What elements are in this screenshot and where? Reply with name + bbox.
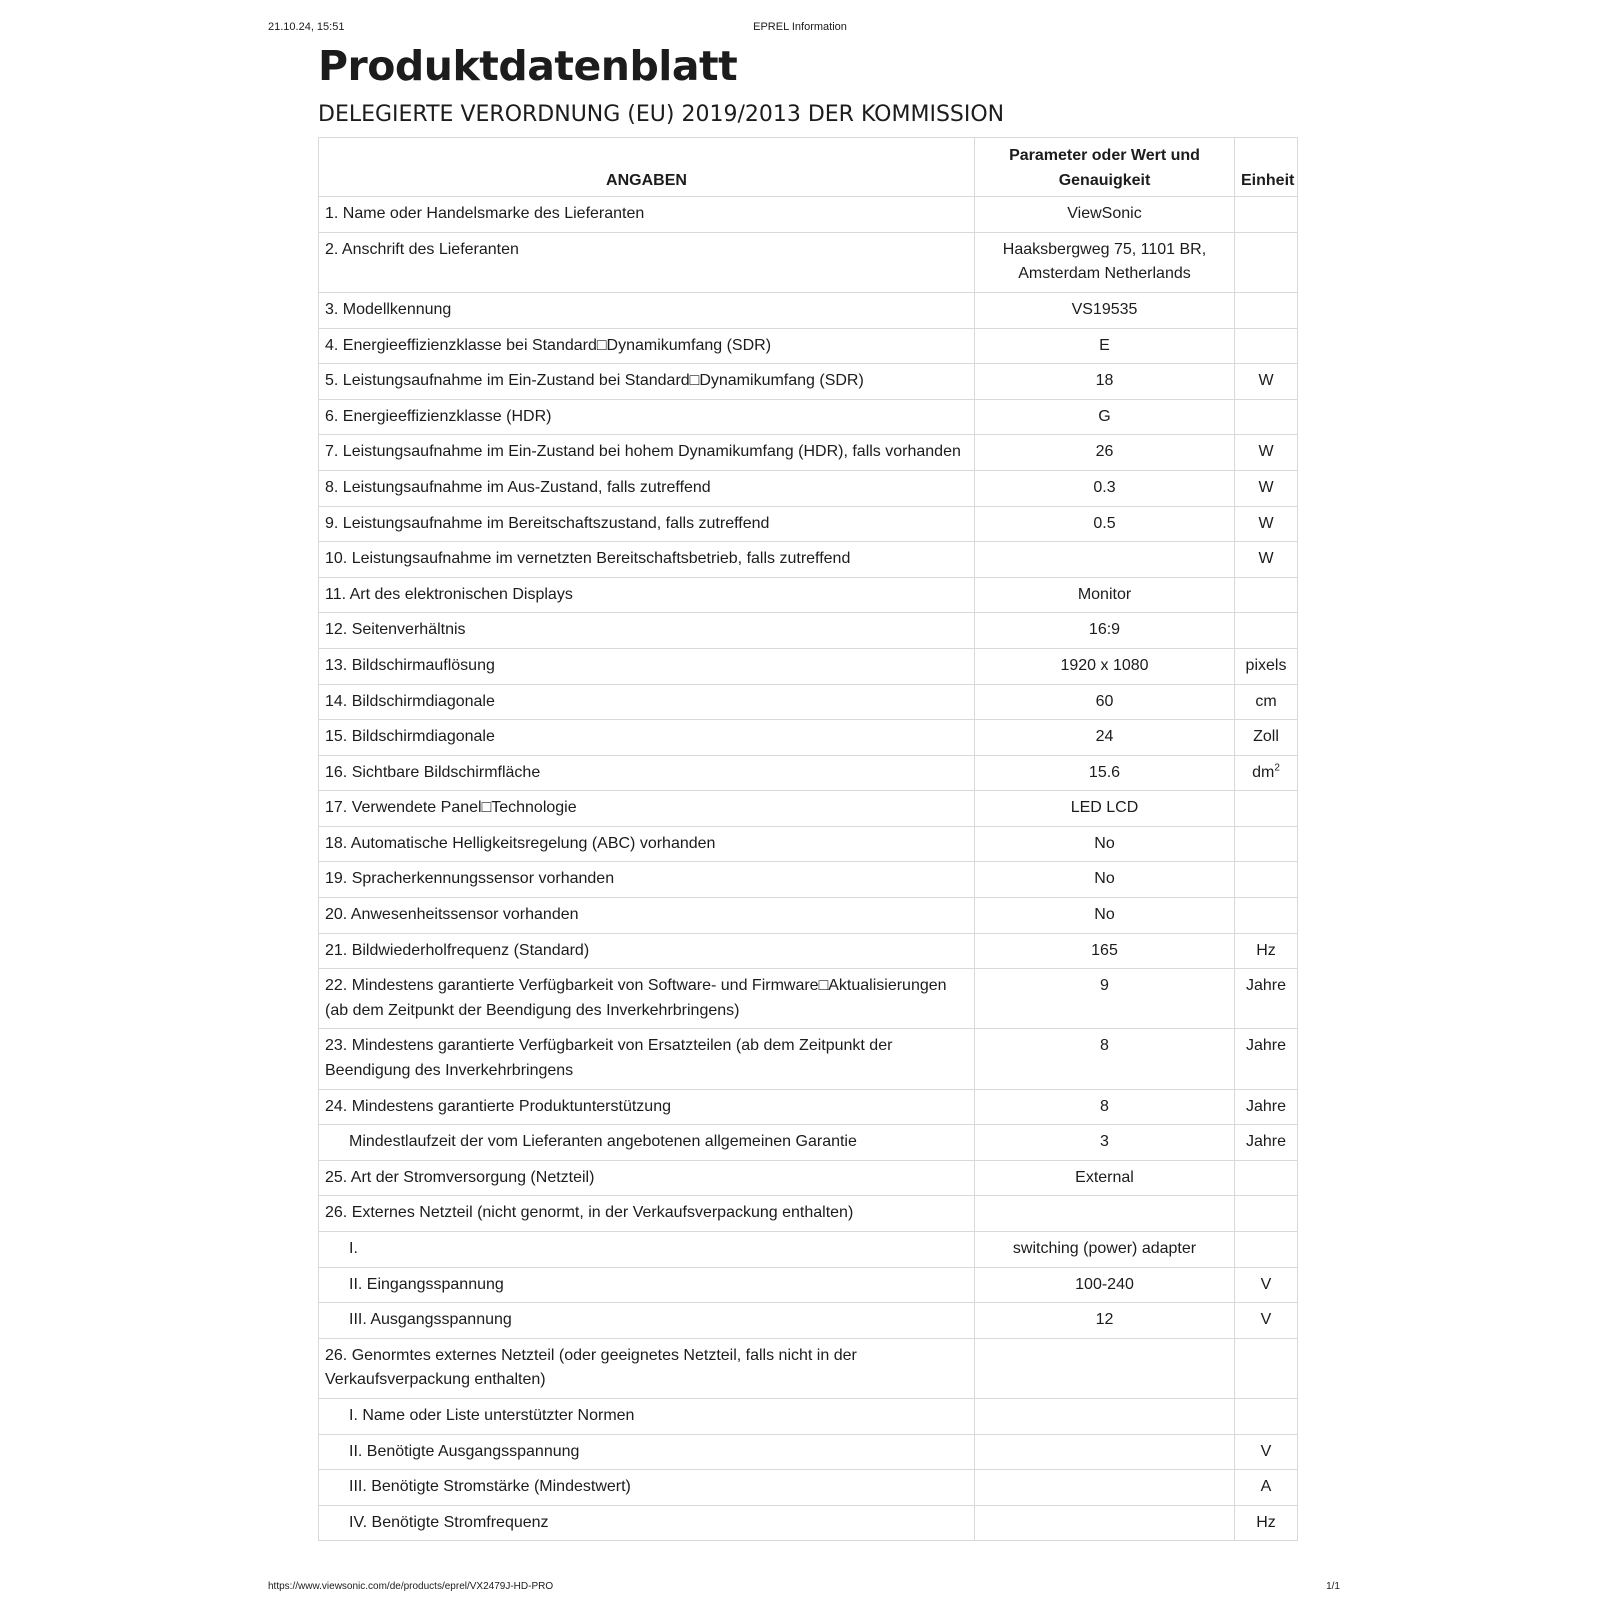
row-value: E	[975, 328, 1235, 364]
row-unit-text: Hz	[1256, 941, 1276, 959]
row-value: No	[975, 898, 1235, 934]
table-row	[319, 648, 1298, 684]
header-parameter-line1: Parameter oder Wert und	[1009, 147, 1200, 164]
table-row	[319, 684, 1298, 720]
document-title: Produktdatenblatt	[318, 42, 738, 90]
table-row	[319, 1125, 1298, 1161]
row-unit	[1235, 542, 1298, 578]
row-unit	[1235, 1196, 1298, 1232]
row-unit	[1235, 232, 1298, 292]
row-label: II. Eingangsspannung	[319, 1267, 975, 1303]
row-unit	[1235, 648, 1298, 684]
table-row	[319, 862, 1298, 898]
row-unit	[1235, 1398, 1298, 1434]
row-unit	[1235, 1505, 1298, 1541]
row-label: 9. Leistungsaufnahme im Bereitschaftszustand, falls zutreffend	[319, 506, 975, 542]
row-unit	[1235, 1232, 1298, 1268]
table-row	[319, 1338, 1298, 1398]
row-value: Monitor	[975, 577, 1235, 613]
table-row	[319, 1434, 1298, 1470]
row-value: 0.5	[975, 506, 1235, 542]
row-unit-text: A	[1260, 1478, 1272, 1496]
row-unit	[1235, 399, 1298, 435]
row-unit-superscript: 2	[1274, 762, 1280, 774]
row-label: 4. Energieeffizienzklasse bei Standard□Dynamikumfang (SDR)	[319, 328, 975, 364]
table-row	[319, 1232, 1298, 1268]
table-row	[319, 364, 1298, 400]
row-unit	[1235, 197, 1298, 233]
row-label: 26. Externes Netzteil (nicht genormt, in der Verkaufsverpackung enthalten)	[319, 1196, 975, 1232]
table-row	[319, 1505, 1298, 1541]
row-unit-text: V	[1260, 1311, 1272, 1329]
header-angaben: ANGABEN	[319, 138, 975, 197]
row-label: 24. Mindestens garantierte Produktunterstützung	[319, 1089, 975, 1125]
row-label: I.	[319, 1232, 975, 1268]
row-unit-text: Jahre	[1245, 1037, 1287, 1055]
row-value	[975, 1338, 1235, 1398]
row-unit-text: Jahre	[1245, 1133, 1287, 1151]
row-value: switching (power) adapter	[975, 1232, 1235, 1268]
row-unit	[1235, 684, 1298, 720]
table-row	[319, 898, 1298, 934]
print-datetime: 21.10.24, 15:51	[268, 21, 345, 33]
row-value: 165	[975, 933, 1235, 969]
document-content	[318, 38, 1300, 1541]
row-label: Mindestlaufzeit der vom Lieferanten angebotenen allgemeinen Garantie	[319, 1125, 975, 1161]
row-label: III. Benötigte Stromstärke (Mindestwert)	[319, 1470, 975, 1506]
row-label: 22. Mindestens garantierte Verfügbarkeit von Software- und Firmware□Aktualisierungen (ab dem Zeitpunkt der Beendigung des Inverkehrbringens)	[319, 969, 975, 1029]
table-row	[319, 1160, 1298, 1196]
row-label: III. Ausgangsspannung	[319, 1303, 975, 1339]
row-unit	[1235, 1267, 1298, 1303]
row-label: 2. Anschrift des Lieferanten	[319, 232, 975, 292]
row-unit-text: pixels	[1245, 656, 1287, 674]
row-value: 15.6	[975, 755, 1235, 791]
row-label: 26. Genormtes externes Netzteil (oder geeignetes Netzteil, falls nicht in der Verkaufsverpackung enthalten)	[319, 1338, 975, 1398]
row-unit	[1235, 933, 1298, 969]
print-url: https://www.viewsonic.com/de/products/eprel/VX2479J-HD-PRO	[268, 1581, 554, 1592]
table-row	[319, 197, 1298, 233]
table-row	[319, 1196, 1298, 1232]
row-unit	[1235, 506, 1298, 542]
row-unit	[1235, 1303, 1298, 1339]
row-unit	[1235, 577, 1298, 613]
row-label: II. Benötigte Ausgangsspannung	[319, 1434, 975, 1470]
row-label: 14. Bildschirmdiagonale	[319, 684, 975, 720]
row-unit	[1235, 435, 1298, 471]
row-value	[975, 1434, 1235, 1470]
table-row	[319, 232, 1298, 292]
row-label: 8. Leistungsaufnahme im Aus-Zustand, falls zutreffend	[319, 470, 975, 506]
row-label: 17. Verwendete Panel□Technologie	[319, 791, 975, 827]
row-unit-text: Jahre	[1245, 977, 1287, 995]
table-row	[319, 292, 1298, 328]
table-row	[319, 1398, 1298, 1434]
row-unit	[1235, 791, 1298, 827]
row-value: 8	[975, 1029, 1235, 1089]
row-unit	[1235, 470, 1298, 506]
row-label: 6. Energieeffizienzklasse (HDR)	[319, 399, 975, 435]
row-value: 26	[975, 435, 1235, 471]
print-page-title: EPREL Information	[753, 21, 847, 33]
row-label: 18. Automatische Helligkeitsregelung (ABC) vorhanden	[319, 826, 975, 862]
row-unit	[1235, 720, 1298, 756]
row-unit-text: cm	[1255, 692, 1277, 710]
row-value	[975, 1196, 1235, 1232]
row-label: 15. Bildschirmdiagonale	[319, 720, 975, 756]
row-value: 100-240	[975, 1267, 1235, 1303]
row-value: 8	[975, 1089, 1235, 1125]
row-unit	[1235, 292, 1298, 328]
row-unit-text: W	[1258, 443, 1274, 461]
row-unit-text: Hz	[1256, 1513, 1276, 1531]
table-row	[319, 933, 1298, 969]
table-row	[319, 613, 1298, 649]
print-page-number: 1/1	[1326, 1581, 1340, 1592]
row-value: 24	[975, 720, 1235, 756]
table-row	[319, 435, 1298, 471]
table-row	[319, 328, 1298, 364]
product-data-table	[318, 137, 1298, 1541]
row-unit	[1235, 364, 1298, 400]
row-unit	[1235, 1160, 1298, 1196]
row-value	[975, 1398, 1235, 1434]
row-value: 9	[975, 969, 1235, 1029]
row-unit	[1235, 1434, 1298, 1470]
row-value: External	[975, 1160, 1235, 1196]
row-label: 1. Name oder Handelsmarke des Lieferanten	[319, 197, 975, 233]
row-value: 0.3	[975, 470, 1235, 506]
row-value: No	[975, 862, 1235, 898]
table-header-row	[319, 138, 1298, 197]
row-label: 10. Leistungsaufnahme im vernetzten Bereitschaftsbetrieb, falls zutreffend	[319, 542, 975, 578]
row-unit	[1235, 898, 1298, 934]
row-value: 3	[975, 1125, 1235, 1161]
table-row	[319, 1267, 1298, 1303]
row-unit-text: W	[1258, 372, 1274, 390]
table-row	[319, 577, 1298, 613]
row-unit	[1235, 1470, 1298, 1506]
table-row	[319, 720, 1298, 756]
table-row	[319, 542, 1298, 578]
row-unit	[1235, 862, 1298, 898]
row-value	[975, 1470, 1235, 1506]
row-label: 7. Leistungsaufnahme im Ein-Zustand bei hohem Dynamikumfang (HDR), falls vorhanden	[319, 435, 975, 471]
row-value: 1920 x 1080	[975, 648, 1235, 684]
table-body	[319, 197, 1298, 1541]
table-row	[319, 1303, 1298, 1339]
row-label: 12. Seitenverhältnis	[319, 613, 975, 649]
row-value: 18	[975, 364, 1235, 400]
row-unit-text: W	[1258, 514, 1274, 532]
row-unit	[1235, 1338, 1298, 1398]
row-value	[975, 542, 1235, 578]
row-label: 20. Anwesenheitssensor vorhanden	[319, 898, 975, 934]
row-label: 11. Art des elektronischen Displays	[319, 577, 975, 613]
header-parameter	[975, 138, 1235, 197]
row-unit	[1235, 613, 1298, 649]
row-unit	[1235, 969, 1298, 1029]
row-label: 16. Sichtbare Bildschirmfläche	[319, 755, 975, 791]
row-value: 12	[975, 1303, 1235, 1339]
table-row	[319, 399, 1298, 435]
header-parameter-line2: Genauigkeit	[1058, 171, 1151, 189]
header-einheit: Einheit	[1235, 138, 1298, 197]
row-value: No	[975, 826, 1235, 862]
row-label: 21. Bildwiederholfrequenz (Standard)	[319, 933, 975, 969]
row-label: 3. Modellkennung	[319, 292, 975, 328]
row-unit	[1235, 1089, 1298, 1125]
table-row	[319, 969, 1298, 1029]
table-row	[319, 791, 1298, 827]
row-unit-text: V	[1260, 1275, 1272, 1293]
table-row	[319, 470, 1298, 506]
row-value: 60	[975, 684, 1235, 720]
row-label: IV. Benötigte Stromfrequenz	[319, 1505, 975, 1541]
table-row	[319, 1089, 1298, 1125]
row-value: LED LCD	[975, 791, 1235, 827]
document-subtitle: DELEGIERTE VERORDNUNG (EU) 2019/2013 DER KOMMISSION	[318, 102, 1005, 127]
table-row	[319, 1029, 1298, 1089]
table-row	[319, 826, 1298, 862]
row-unit-text: V	[1260, 1442, 1272, 1460]
row-label: 19. Spracherkennungssensor vorhanden	[319, 862, 975, 898]
row-unit-text: W	[1258, 478, 1274, 496]
row-unit	[1235, 755, 1298, 791]
row-unit-text: dm	[1252, 763, 1275, 781]
row-value: 16:9	[975, 613, 1235, 649]
row-unit-text: W	[1258, 550, 1274, 568]
row-label: 5. Leistungsaufnahme im Ein-Zustand bei Standard□Dynamikumfang (SDR)	[319, 364, 975, 400]
row-unit-text: Zoll	[1253, 728, 1279, 746]
row-unit	[1235, 328, 1298, 364]
row-value: G	[975, 399, 1235, 435]
row-label: 25. Art der Stromversorgung (Netzteil)	[319, 1160, 975, 1196]
table-row	[319, 1470, 1298, 1506]
row-unit	[1235, 1029, 1298, 1089]
row-value	[975, 1505, 1235, 1541]
row-label: 23. Mindestens garantierte Verfügbarkeit von Ersatzteilen (ab dem Zeitpunkt der Beendigung des Inverkehrbringens	[319, 1029, 975, 1089]
row-label: 13. Bildschirmauflösung	[319, 648, 975, 684]
row-unit	[1235, 826, 1298, 862]
row-value: ViewSonic	[975, 197, 1235, 233]
row-value: Haaksbergweg 75, 1101 BR, Amsterdam Netherlands	[975, 232, 1235, 292]
row-label: I. Name oder Liste unterstützter Normen	[319, 1398, 975, 1434]
row-value: VS19535	[975, 292, 1235, 328]
table-row	[319, 506, 1298, 542]
table-row	[319, 755, 1298, 791]
row-unit	[1235, 1125, 1298, 1161]
row-unit-text: Jahre	[1245, 1097, 1287, 1115]
